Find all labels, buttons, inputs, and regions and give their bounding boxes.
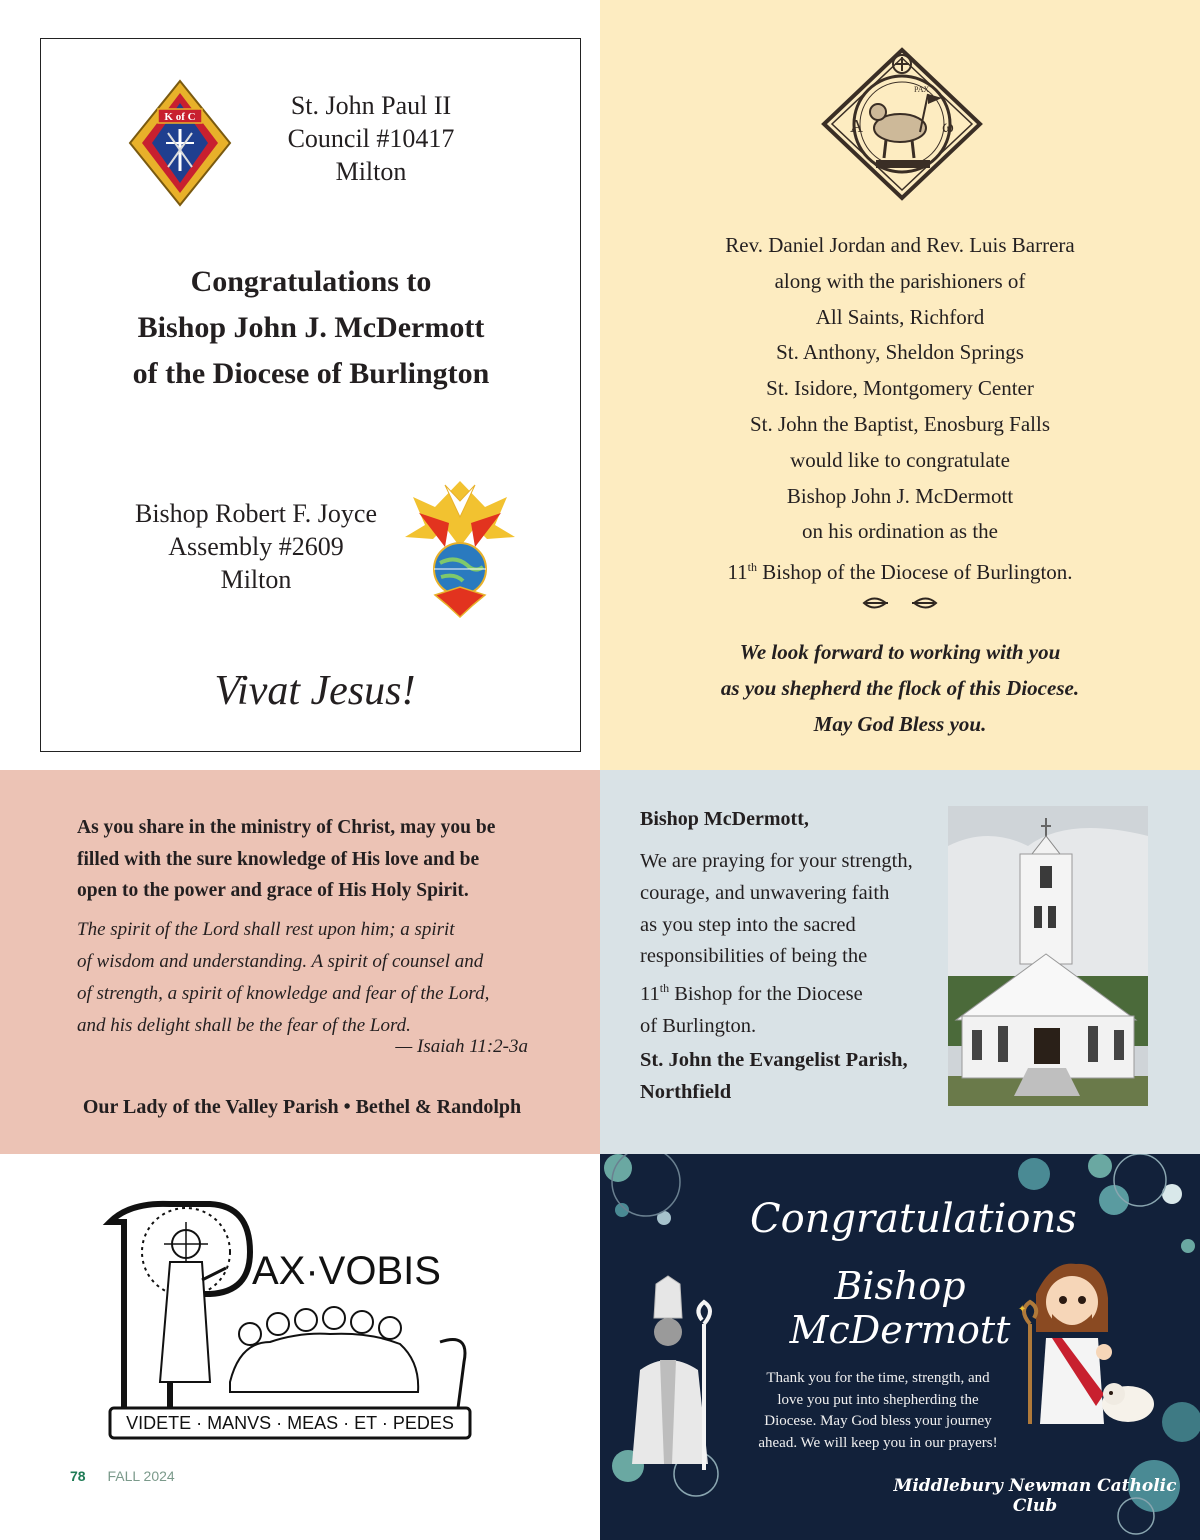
valley-signature: Our Lady of the Valley Parish • Bethel & Randolph bbox=[82, 1096, 522, 1118]
newman-club-ad bbox=[600, 1154, 1200, 1540]
jesus-with-lamb-illustration-icon bbox=[1012, 1254, 1158, 1430]
ordinal-suffix: th bbox=[747, 560, 758, 575]
assembly-line: Assembly #2609 bbox=[168, 532, 344, 561]
agnus-dei-seal-icon bbox=[820, 46, 984, 202]
svg-text:✦: ✦ bbox=[1018, 1304, 1027, 1315]
valley-message-line: As you share in the ministry of Christ, may you be bbox=[77, 817, 496, 838]
northfield-message bbox=[640, 846, 940, 1043]
northfield-line: courage, and unwavering faith bbox=[640, 881, 890, 904]
richford-parish-ad bbox=[600, 0, 1200, 770]
northfield-greeting: Bishop McDermott, bbox=[640, 808, 809, 830]
parish-line: St. Anthony, Sheldon Springs bbox=[776, 340, 1024, 365]
page-number: 78 bbox=[70, 1468, 86, 1484]
parish-line: All Saints, Richford bbox=[815, 304, 985, 329]
northfield-line-ordinal bbox=[640, 973, 940, 1011]
flourish-divider-icon bbox=[850, 590, 950, 616]
northfield-line: responsibilities of being the bbox=[640, 945, 868, 968]
council-line: Council #10417 bbox=[287, 124, 455, 153]
ordinal-suffix: th bbox=[659, 981, 670, 996]
kofc-emblem-icon bbox=[128, 79, 232, 207]
quote-line: The spirit of the Lord shall rest upon him; a spirit bbox=[77, 919, 455, 940]
svg-text:ω: ω bbox=[942, 116, 954, 136]
issue-label: FALL 2024 bbox=[107, 1468, 175, 1484]
parish-line: on his ordination as the bbox=[802, 519, 998, 544]
northfield-parish-ad bbox=[600, 770, 1200, 1154]
pax-vobis-ad bbox=[0, 1154, 600, 1540]
scripture-citation: — Isaiah 11:2-3a bbox=[395, 1036, 528, 1057]
parish-message bbox=[600, 228, 1200, 591]
blessing-line: May God Bless you. bbox=[813, 712, 987, 736]
signature-line: Northfield bbox=[640, 1081, 732, 1103]
parish-line: would like to congratulate bbox=[790, 447, 1010, 472]
assembly-line: Bishop Robert F. Joyce bbox=[134, 499, 378, 528]
parish-line-ordinal bbox=[600, 550, 1200, 591]
blessing-line: We look forward to working with you bbox=[739, 640, 1061, 664]
northfield-line: of Burlington. bbox=[640, 1014, 757, 1037]
parish-blessing bbox=[600, 634, 1200, 742]
church-photo bbox=[948, 806, 1148, 1106]
congrats-line: of the Diocese of Burlington bbox=[132, 357, 490, 390]
congratulations-script: Congratulations bbox=[750, 1196, 1077, 1242]
assembly-line: Milton bbox=[220, 565, 292, 594]
svg-text:A: A bbox=[850, 116, 863, 136]
seal-text: PAX bbox=[914, 85, 930, 94]
congrats-line: Congratulations to bbox=[190, 265, 432, 298]
valley-message-line: filled with the sure knowledge of His love and be bbox=[77, 848, 480, 870]
signature-line: St. John the Evangelist Parish, bbox=[640, 1049, 908, 1071]
congrats-line: Bishop John J. McDermott bbox=[137, 311, 485, 344]
newman-signature: Middlebury Newman Catholic Club bbox=[893, 1476, 1177, 1516]
fourth-degree-emblem-icon bbox=[405, 477, 515, 619]
quote-line: and his delight shall be the fear of the Lord. bbox=[77, 1015, 411, 1036]
northfield-line: We are praying for your strength, bbox=[640, 850, 913, 872]
newman-line: Diocese. May God bless your journey bbox=[764, 1413, 992, 1429]
pax-vobis-illustration bbox=[100, 1182, 480, 1450]
vivat-jesus: Vivat Jesus! bbox=[214, 668, 416, 714]
council-line: St. John Paul II bbox=[290, 91, 452, 120]
apostles-group bbox=[230, 1307, 418, 1392]
page-folio bbox=[70, 1468, 175, 1484]
bishop-name-script: Bishop McDermott bbox=[789, 1264, 1011, 1352]
kofc-ad bbox=[0, 0, 600, 770]
ordinal-rest: Bishop for the Diocese bbox=[669, 983, 863, 1006]
ordinal-number: 11 bbox=[640, 983, 660, 1006]
council-line: Milton bbox=[335, 157, 407, 186]
kofc-congratulations bbox=[41, 259, 581, 397]
blessing-line: as you shepherd the flock of this Diocese. bbox=[720, 676, 1080, 700]
pax-banner: VIDETE · MANVS · MEAS · ET · PEDES bbox=[126, 1413, 454, 1433]
assembly-name bbox=[121, 497, 391, 596]
newman-message bbox=[748, 1368, 1008, 1454]
valley-parish-ad bbox=[0, 770, 600, 1154]
valley-message bbox=[77, 812, 557, 907]
newman-line: love you put into shepherding the bbox=[777, 1391, 979, 1408]
quote-line: of wisdom and understanding. A spirit of counsel and bbox=[77, 951, 484, 972]
bishop-illustration-icon bbox=[622, 1274, 726, 1474]
parish-line: Rev. Daniel Jordan and Rev. Luis Barrera bbox=[725, 233, 1075, 257]
svg-text:K of C: K of C bbox=[164, 111, 196, 123]
ordinal-rest: Bishop of the Diocese of Burlington. bbox=[757, 560, 1073, 585]
newman-line: Thank you for the time, strength, and bbox=[766, 1370, 990, 1386]
pax-heading: AX·VOBIS bbox=[252, 1249, 441, 1293]
quote-line: of strength, a spirit of knowledge and fear of the Lord, bbox=[77, 983, 490, 1004]
valley-message-line: open to the power and grace of His Holy Spirit. bbox=[77, 880, 469, 901]
newman-line: ahead. We will keep you in our prayers! bbox=[758, 1434, 998, 1451]
northfield-line: as you step into the sacred bbox=[640, 913, 856, 936]
parish-line: Bishop John J. McDermott bbox=[786, 483, 1014, 508]
parish-line: along with the parishioners of bbox=[774, 268, 1026, 293]
ordinal-number: 11 bbox=[727, 560, 748, 585]
northfield-signature bbox=[640, 1044, 940, 1108]
parish-line: St. John the Baptist, Enosburg Falls bbox=[749, 411, 1051, 436]
scripture-quote bbox=[77, 914, 537, 1042]
council-name bbox=[271, 89, 471, 188]
parish-line: St. Isidore, Montgomery Center bbox=[766, 376, 1034, 401]
kofc-ad-border bbox=[40, 38, 581, 752]
